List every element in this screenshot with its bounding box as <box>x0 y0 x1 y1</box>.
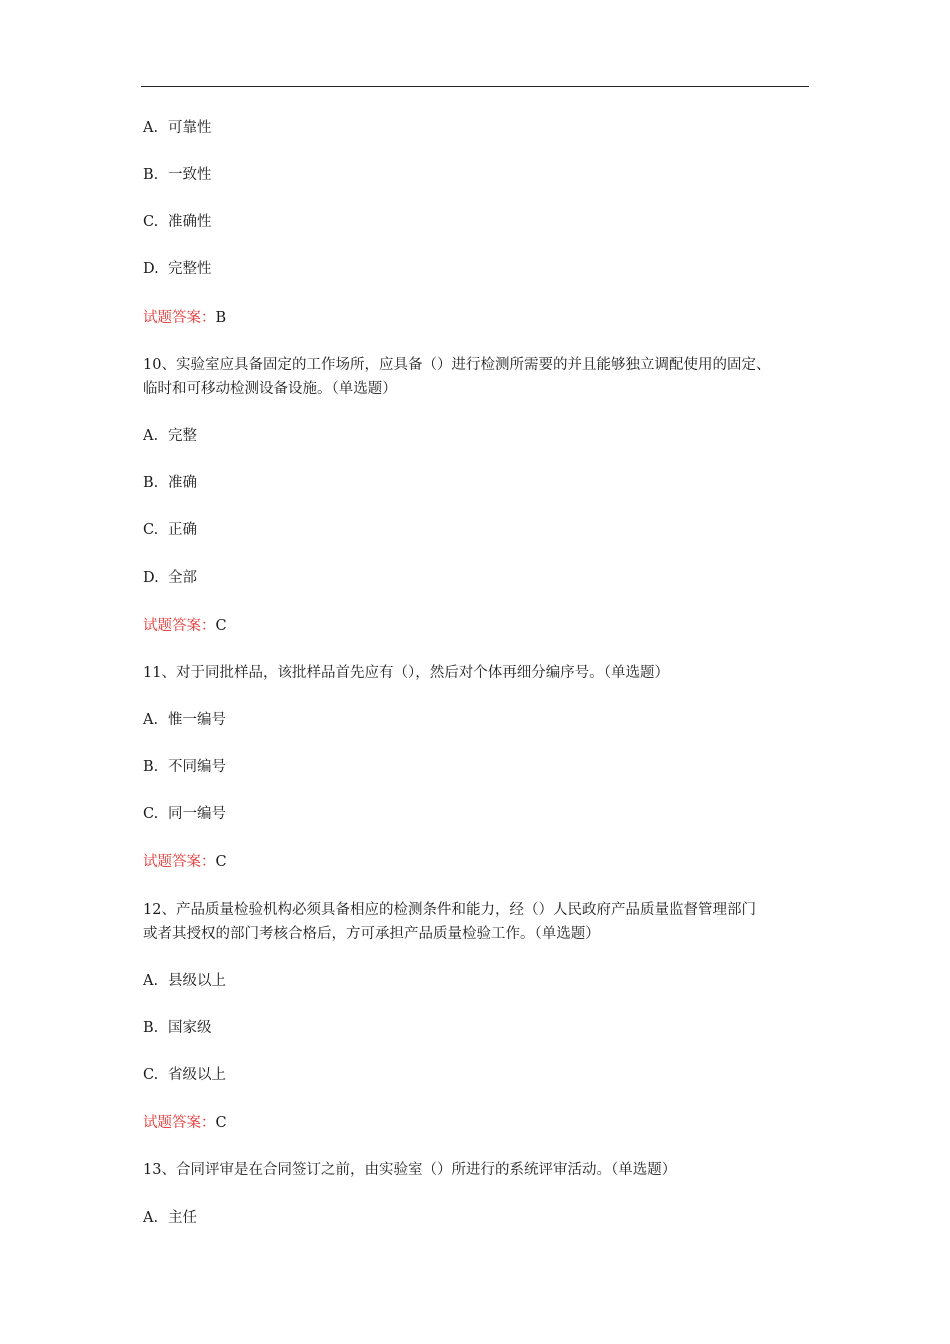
option-q10-c: C. 正确 <box>143 522 197 538</box>
option-q9-c: C. 准确性 <box>143 214 212 230</box>
answer-q10: 试题答案：C <box>143 618 227 634</box>
option-q11-c: C. 同一编号 <box>143 806 226 822</box>
question-11-line1: 11、对于同批样品，该批样品首先应有（），然后对个体再细分编序号。（单选题） <box>143 665 669 681</box>
option-q10-d: D. 全部 <box>143 570 197 586</box>
header-rule <box>141 86 809 87</box>
answer-q12: 试题答案：C <box>143 1115 227 1131</box>
option-q9-b: B. 一致性 <box>143 167 212 183</box>
option-q10-a: A. 完整 <box>143 428 197 444</box>
option-q12-b: B. 国家级 <box>143 1020 212 1036</box>
option-q9-a: A. 可靠性 <box>143 120 212 136</box>
option-q12-a: A. 县级以上 <box>143 973 226 989</box>
answer-q9: 试题答案：B <box>143 310 227 326</box>
option-q12-c: C. 省级以上 <box>143 1067 226 1083</box>
answer-q11: 试题答案：C <box>143 854 227 870</box>
option-q10-b: B. 准确 <box>143 475 197 491</box>
question-10-line2: 临时和可移动检测设备设施。（单选题） <box>143 381 397 397</box>
question-12-line1: 12、产品质量检验机构必须具备相应的检测条件和能力，经（）人民政府产品质量监督管理部门 <box>143 902 756 918</box>
question-12-line2: 或者其授权的部门考核合格后，方可承担产品质量检验工作。（单选题） <box>143 926 600 942</box>
question-10-line1: 10、实验室应具备固定的工作场所，应具备（）进行检测所需要的并且能够独立调配使用的固定、 <box>143 357 771 373</box>
option-q13-a: A. 主任 <box>143 1210 197 1226</box>
option-q11-a: A. 惟一编号 <box>143 712 226 728</box>
option-q11-b: B. 不同编号 <box>143 759 226 775</box>
option-q9-d: D. 完整性 <box>143 261 212 277</box>
question-13-line1: 13、合同评审是在合同签订之前，由实验室（）所进行的系统评审活动。（单选题） <box>143 1162 677 1178</box>
